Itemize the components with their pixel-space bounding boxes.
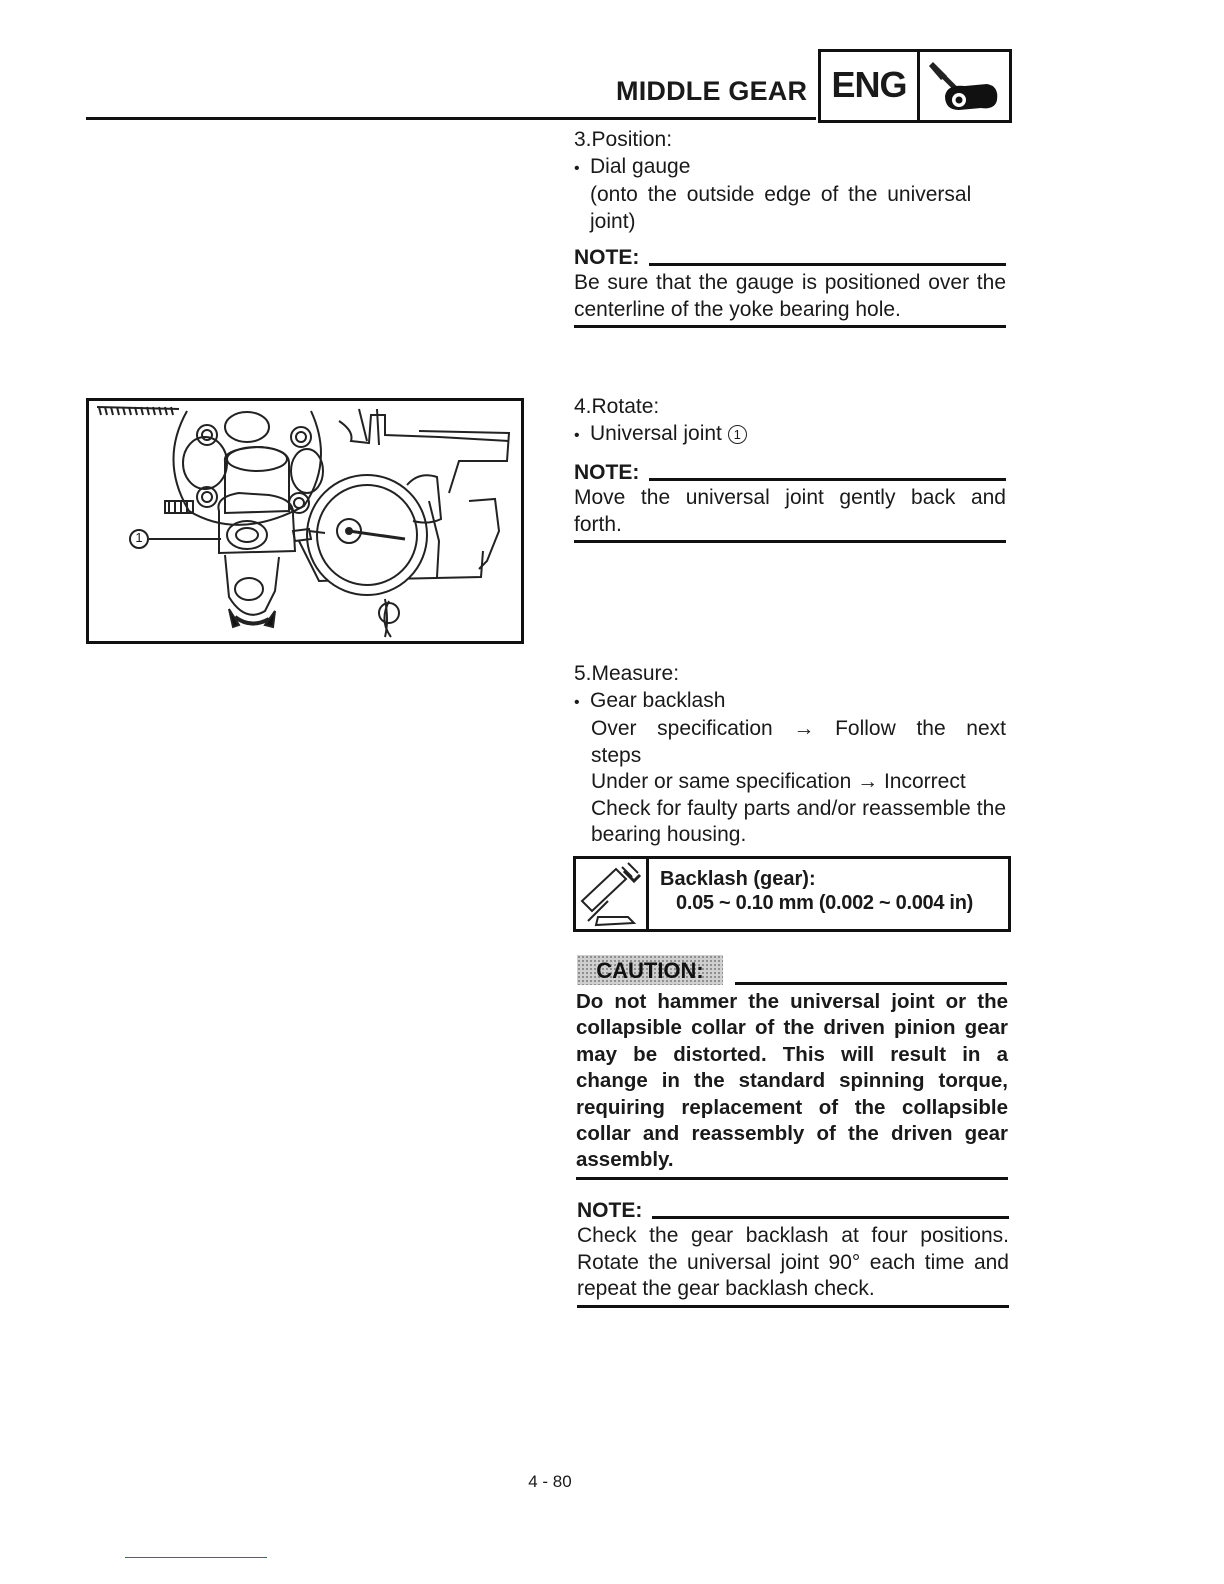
page-header <box>0 0 1224 130</box>
caution-header <box>575 955 1007 987</box>
step-3 <box>574 127 1006 235</box>
caution-text: Do not hammer the universal joint or the collapsible collar of the driven pinion gear may be distorted. This will result in a change in the standard spinning torque, requiring replacement of the collapsible collar and reassembly of the driven gear assembly. <box>576 990 1008 1172</box>
step-3-bullet-text: Dial gauge <box>590 154 691 178</box>
spec-value: 0.05 ~ 0.10 mm (0.002 ~ 0.004 in) <box>676 892 973 914</box>
note-header <box>574 461 1006 485</box>
page-number: 4 - 80 <box>528 1472 572 1491</box>
step-4-bullet <box>574 421 1006 450</box>
step-5-bullet <box>574 688 1006 717</box>
caution-end-rule <box>576 1177 1008 1180</box>
note-text: Move the universal joint gently back and forth. <box>574 486 1006 536</box>
bottom-link-rule <box>125 1557 267 1558</box>
step-4 <box>574 394 1006 449</box>
step-3-note-end-rule <box>574 325 1006 328</box>
badge-divider <box>917 52 920 120</box>
final-note <box>577 1199 1009 1303</box>
engine-wrench-icon <box>925 58 1005 116</box>
under-spec-line: Under or same specification → Incorrect <box>591 770 966 793</box>
step-3-note <box>574 246 1006 323</box>
note-text: Be sure that the gauge is positioned over the centerline of the yoke bearing hole. <box>574 271 1006 321</box>
note-text: Check the gear backlash at four positions. Rotate the universal joint 90° each time and repeat the gear backlash check. <box>577 1224 1009 1300</box>
step-4-heading: 4.Rotate: <box>574 395 660 418</box>
eng-badge <box>818 49 1012 123</box>
note-label: NOTE: <box>577 1199 643 1222</box>
step-3-detail-line2: joint) <box>590 209 636 233</box>
step-4-note-end-rule <box>574 540 1006 543</box>
step-4-bullet-text: Universal joint <box>590 421 722 445</box>
figure-frame <box>86 398 524 644</box>
header-rule <box>86 117 816 120</box>
ref-number-1: 1 <box>728 425 747 444</box>
note-header <box>577 1199 1009 1223</box>
step-4-note <box>574 461 1006 538</box>
spec-icon-cell <box>576 859 649 929</box>
over-spec-line: Over specification → Follow the next steps <box>591 717 1006 767</box>
section-title: MIDDLE GEAR <box>616 76 808 106</box>
step-5-heading: 5.Measure: <box>574 662 680 685</box>
caliper-icon <box>578 861 644 927</box>
spec-box <box>573 856 1011 932</box>
step-3-heading: 3.Position: <box>574 128 673 151</box>
note-label: NOTE: <box>574 461 640 484</box>
step-3-detail-line1: (onto the outside edge of the universal <box>590 183 972 206</box>
caution-rule <box>735 982 1007 985</box>
spec-label: Backlash (gear): <box>660 868 816 890</box>
callout-label-1: 1 <box>135 530 143 545</box>
step-5-bullet-text: Gear backlash <box>590 688 726 712</box>
note-header <box>574 246 1006 270</box>
eng-badge-label: ENG <box>831 64 907 105</box>
step-3-bullet <box>574 154 1006 183</box>
caution-label: CAUTION: <box>577 955 723 985</box>
step-5 <box>574 661 1006 849</box>
check-line: Check for faulty parts and/or reassemble the bearing housing. <box>591 796 1006 846</box>
final-note-end-rule <box>577 1305 1009 1308</box>
dial-gauge-illustration <box>89 401 521 641</box>
note-label: NOTE: <box>574 246 640 269</box>
